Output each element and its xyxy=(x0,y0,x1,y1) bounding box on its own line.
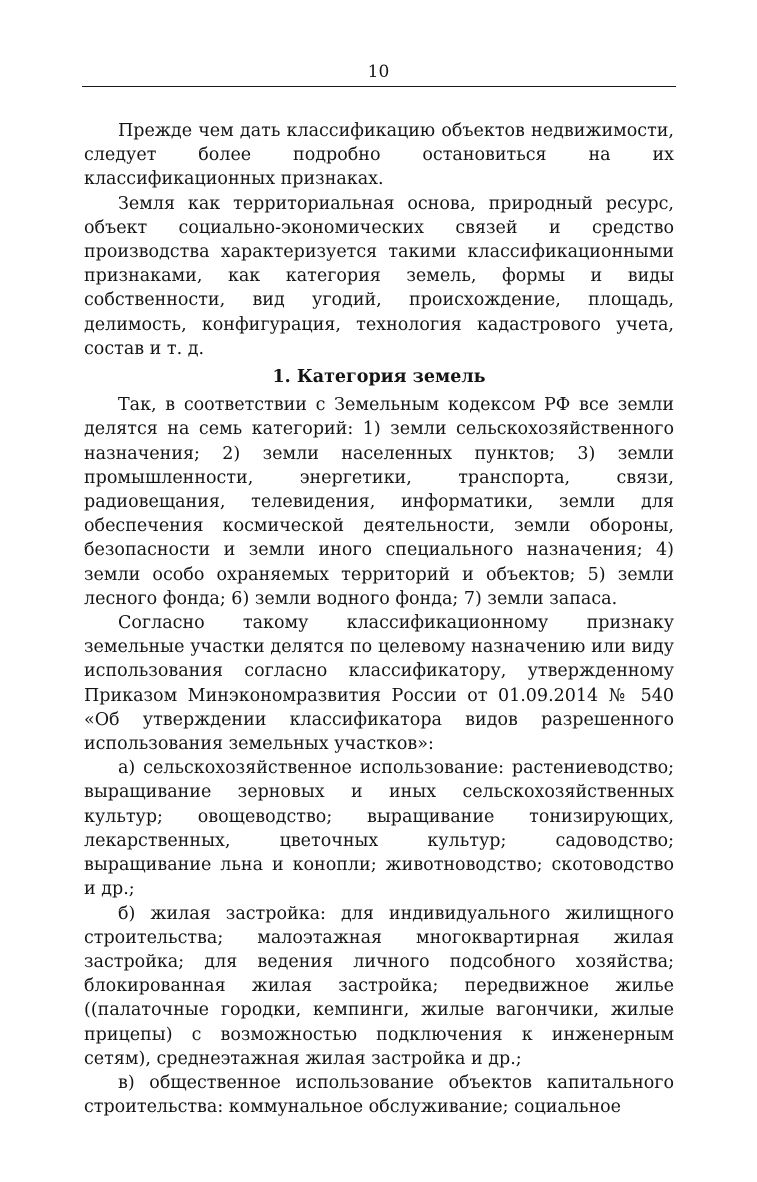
header-rule xyxy=(82,86,676,87)
list-item-b: б) жилая застройка: для индивидуального жилищного строительства; малоэтажная многоквартирная жилая застройка; для ведения личного подсобного хозяйства; блокированная жилая застройка; передвижное жилье ((палаточные городки, кемпинги, жилые вагончики, жилые прицепы) с возможностью подключения к инженерным сетям), среднеэтажная жилая застройка и др.; xyxy=(84,903,674,1069)
list-item-a: а) сельскохозяйственное использование: растениеводство; выращивание зерновых и иных сельскохозяйственных культур; овощеводство; выращивание тонизирующих, лекарственных, цветочных культур; садоводство; выращивание льна и конопли; животноводство; скотоводство и др.; xyxy=(84,758,674,900)
section-heading: 1. Категория земель xyxy=(272,367,486,388)
section-paragraph-1: Так, в соответствии с Земельным кодексом РФ все земли делятся на семь категорий: 1) земли сельскохозяйственного назначения; 2) земли населенных пунктов; 3) земли промышленности, энергетики, транспорта, связи, радиовещания, телевидения, информатики, земли для обеспечения космической деятельности, земли обороны, безопасности и земли иного специального назначения; 4) земли особо охраняемых территорий и объектов; 5) земли лесного фонда; 6) земли водного фонда; 7) земли запаса. xyxy=(84,395,674,609)
page-number: 10 xyxy=(367,62,390,82)
intro-paragraph-1: Прежде чем дать классификацию объектов недвижимости, следует более подробно остановиться на их классификационных признаках. xyxy=(84,121,674,190)
section-paragraph-2: Согласно такому классификационному признаку земельные участки делятся по целевому назначению или виду использования согласно классификатору, утвержденному Приказом Минэкономразвития России от 01.09.2014 № 540 «Об утверждении классификатора видов разрешенного использования земельных участков»: xyxy=(84,613,674,755)
intro-paragraph-2: Земля как территориальная основа, природный ресурс, объект социально-экономических связей и средство производства характеризуется такими классификационными признаками, как категория земель, формы и виды собственности, вид угодий, происхождение, площадь, делимость, конфигурация, технология кадастрового учета, состав и т. д. xyxy=(84,193,674,359)
list-item-c: в) общественное использование объектов капитального строительства: коммунальное обслуживание; социальное xyxy=(84,1072,674,1118)
body-text xyxy=(84,119,674,1119)
